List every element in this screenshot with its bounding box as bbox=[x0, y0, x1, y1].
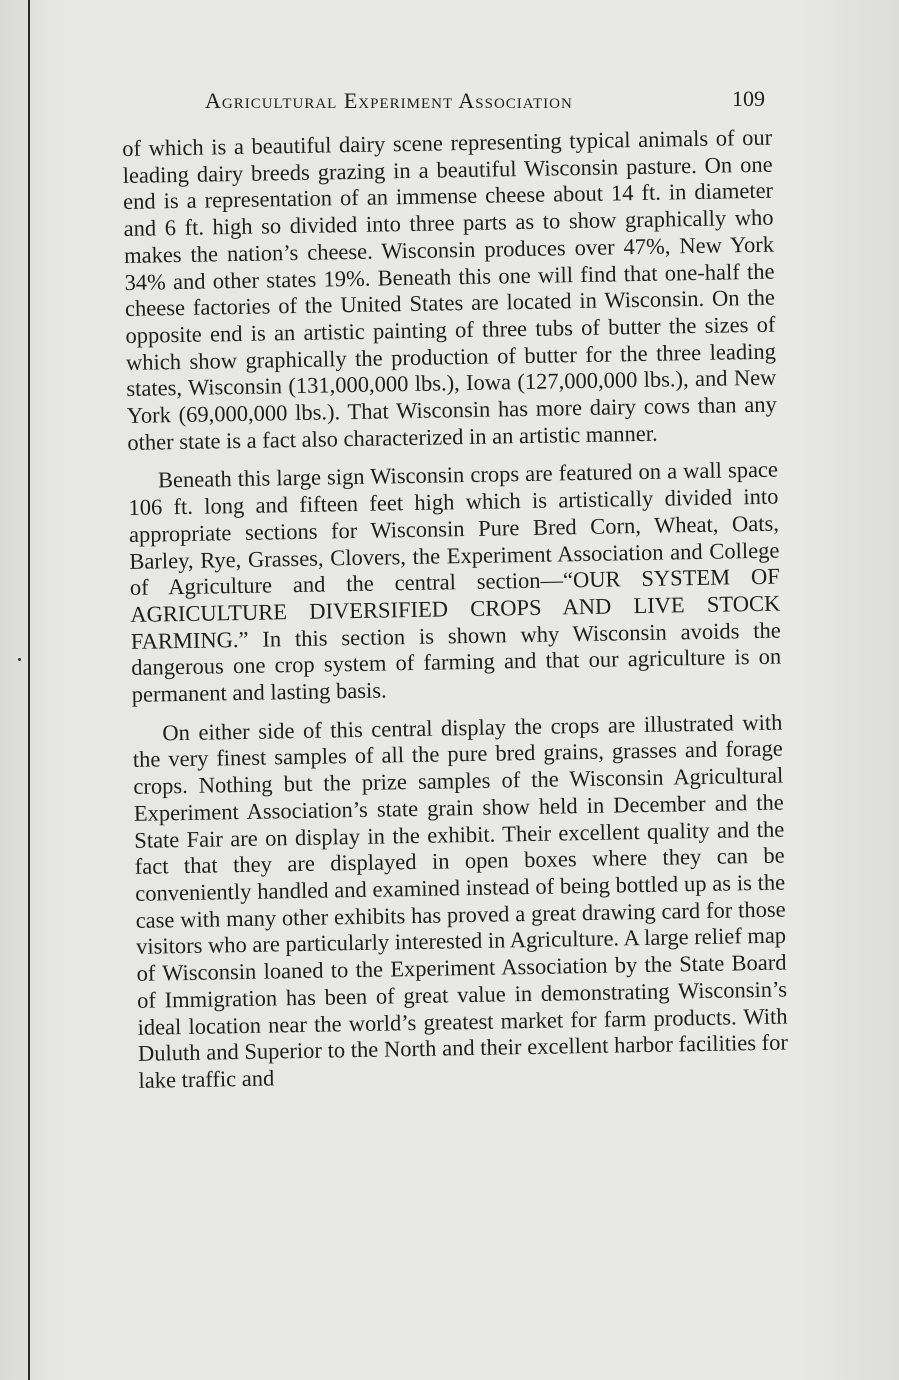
margin-mark bbox=[18, 658, 21, 661]
binding-edge-line bbox=[28, 0, 30, 1380]
running-title: Agricultural Experiment Association bbox=[205, 88, 573, 113]
page-number: 109 bbox=[732, 86, 765, 111]
paragraph-central-display: On either side of this central display the crops are illustrated with the very finest samples of all the pure bred grains, grasses and forage crops. Nothing but the prize samples of the Wisconsin Agricultural Experiment Association’s state grain show held in December and the State Fair are on display in the exhibit. Their excellent quality and the fact that they are displayed in open boxes where they can be conveniently handled and examined instead of being bottled up as is the case with many other exhibits has proved a great drawing card for those visitors who are particularly interested in Agriculture. A large relief map of Wisconsin loaned to the Experiment Association by the State Board of Immigration has been of great value in demonstrating Wisconsin’s ideal location near the world’s greatest market for farm products. With Duluth and Superior to the North and their excellent harbor facilities for lake traffic and bbox=[132, 709, 789, 1093]
paragraph-crops-display: Beneath this large sign Wisconsin crops are featured on a wall space 106 ft. long and fifteen feet high which is artistically divided into appropriate sections for Wisconsin Pure Bred Corn, Wheat, Oats, Barley, Rye, Grasses, Clovers, the Experiment Association and College of Agriculture and the central section—“OUR SYSTEM OF AGRICULTURE DIVERSIFIED CROPS AND LIVE STOCK FARMING.” In this section is shown why Wisconsin avoids the dangerous one crop system of farming and that our agriculture is on permanent and lasting basis. bbox=[128, 457, 782, 707]
body-text bbox=[122, 125, 789, 1107]
running-head bbox=[205, 88, 765, 116]
paragraph-continuation: of which is a beautiful dairy scene representing typical animals of our leading dairy breeds grazing in a beautiful Wisconsin pasture. On one end is a representation of an immense cheese about 14 ft. in diameter and 6 ft. high so divided into three parts as to show graphically who makes the nation’s cheese. Wisconsin produces over 47%, New York 34% and other states 19%. Beneath this one will find that one-half the cheese factories of the United States are located in Wisconsin. On the opposite end is an artistic painting of three tubs of butter the sizes of which show graphically the production of butter for the three leading states, Wisconsin (131,000,000 lbs.), Iowa (127,000,000 lbs.), and New York (69,000,000 lbs.). That Wisconsin has more dairy cows than any other state is a fact also characterized in an artistic manner. bbox=[122, 124, 777, 455]
